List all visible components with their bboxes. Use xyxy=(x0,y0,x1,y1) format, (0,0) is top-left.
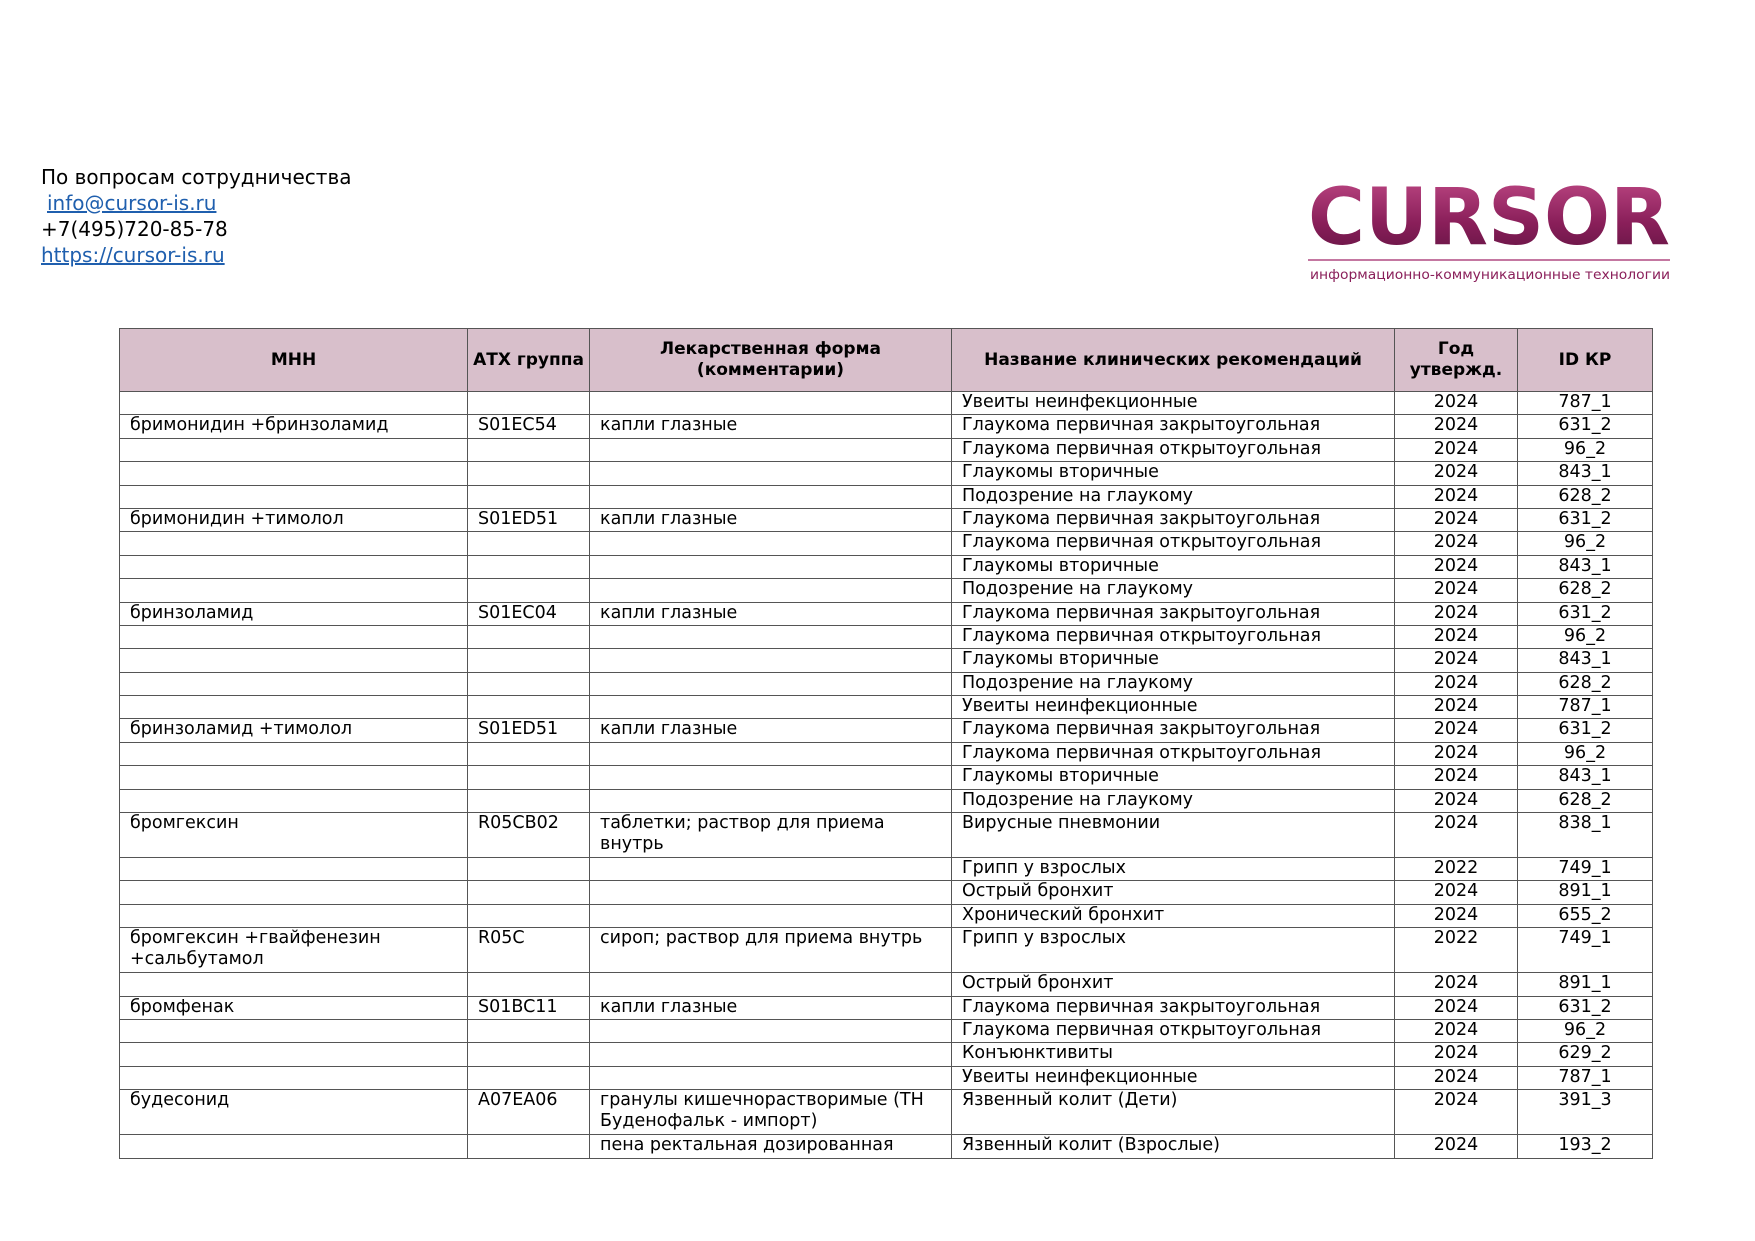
cell-atc xyxy=(468,904,590,927)
table-row xyxy=(120,928,1653,973)
cell-form xyxy=(590,555,952,578)
cell-form xyxy=(590,1019,952,1042)
cell-form: капли глазные xyxy=(590,415,952,438)
cell-year: 2024 xyxy=(1395,696,1518,719)
cell-atc xyxy=(468,672,590,695)
cell-year: 2024 xyxy=(1395,555,1518,578)
cell-atc xyxy=(468,438,590,461)
cell-year: 2024 xyxy=(1395,462,1518,485)
table-row xyxy=(120,625,1653,648)
table-header-row xyxy=(120,329,1653,392)
table-row xyxy=(120,1019,1653,1042)
table-row xyxy=(120,555,1653,578)
table-row xyxy=(120,508,1653,531)
cell-id: 787_1 xyxy=(1518,696,1653,719)
cell-mnn xyxy=(120,672,468,695)
cell-mnn: бримонидин +бринзоламид xyxy=(120,415,468,438)
cell-guideline: Глаукома первичная открытоугольная xyxy=(952,1019,1395,1042)
cell-id: 631_2 xyxy=(1518,996,1653,1019)
cell-guideline: Глаукома первичная открытоугольная xyxy=(952,742,1395,765)
cell-id: 96_2 xyxy=(1518,1019,1653,1042)
cell-id: 843_1 xyxy=(1518,766,1653,789)
cell-form: сироп; раствор для приема внутрь xyxy=(590,928,952,973)
header-guideline: Название клинических рекомендаций xyxy=(952,329,1395,392)
cell-form: капли глазные xyxy=(590,508,952,531)
cell-guideline: Подозрение на глаукому xyxy=(952,579,1395,602)
cell-mnn xyxy=(120,696,468,719)
cell-atc xyxy=(468,649,590,672)
cell-year: 2024 xyxy=(1395,649,1518,672)
cell-atc: S01ED51 xyxy=(468,508,590,531)
cell-id: 631_2 xyxy=(1518,415,1653,438)
cell-mnn xyxy=(120,742,468,765)
contact-block xyxy=(41,164,352,268)
cell-id: 843_1 xyxy=(1518,462,1653,485)
cell-id: 749_1 xyxy=(1518,928,1653,973)
cell-form xyxy=(590,881,952,904)
table-row xyxy=(120,672,1653,695)
table-row xyxy=(120,881,1653,904)
cell-form xyxy=(590,649,952,672)
cell-form: гранулы кишечнорастворимые (ТН Буденофальк - импорт) xyxy=(590,1090,952,1135)
table-row xyxy=(120,438,1653,461)
cell-year: 2024 xyxy=(1395,1090,1518,1135)
cell-mnn xyxy=(120,532,468,555)
cell-atc xyxy=(468,555,590,578)
cell-id: 749_1 xyxy=(1518,858,1653,881)
cell-atc xyxy=(468,789,590,812)
cell-guideline: Глаукома первичная открытоугольная xyxy=(952,532,1395,555)
cell-guideline: Грипп у взрослых xyxy=(952,928,1395,973)
table-row xyxy=(120,602,1653,625)
cell-guideline: Острый бронхит xyxy=(952,973,1395,996)
cell-mnn: бринзоламид xyxy=(120,602,468,625)
cell-id: 891_1 xyxy=(1518,881,1653,904)
cell-id: 655_2 xyxy=(1518,904,1653,927)
cell-guideline: Грипп у взрослых xyxy=(952,858,1395,881)
cell-year: 2024 xyxy=(1395,579,1518,602)
cell-year: 2024 xyxy=(1395,904,1518,927)
cell-mnn xyxy=(120,579,468,602)
cell-year: 2024 xyxy=(1395,602,1518,625)
cell-form xyxy=(590,625,952,648)
cell-year: 2024 xyxy=(1395,719,1518,742)
cell-form xyxy=(590,696,952,719)
logo-tagline: информационно-коммуникационные технологии xyxy=(1310,267,1670,283)
cell-atc: R05C xyxy=(468,928,590,973)
header-mnn: МНН xyxy=(120,329,468,392)
cell-year: 2024 xyxy=(1395,766,1518,789)
cell-year: 2024 xyxy=(1395,1019,1518,1042)
cell-id: 391_3 xyxy=(1518,1090,1653,1135)
cell-year: 2024 xyxy=(1395,1066,1518,1089)
cell-mnn xyxy=(120,973,468,996)
cell-guideline: Острый бронхит xyxy=(952,881,1395,904)
cell-guideline: Подозрение на глаукому xyxy=(952,789,1395,812)
cell-atc xyxy=(468,1019,590,1042)
table-row xyxy=(120,462,1653,485)
cell-form xyxy=(590,766,952,789)
cell-atc: S01EC04 xyxy=(468,602,590,625)
cell-atc xyxy=(468,1135,590,1158)
cell-form xyxy=(590,532,952,555)
cell-guideline: Увеиты неинфекционные xyxy=(952,696,1395,719)
cell-year: 2022 xyxy=(1395,928,1518,973)
cell-guideline: Подозрение на глаукому xyxy=(952,672,1395,695)
table-row xyxy=(120,858,1653,881)
cell-form: капли глазные xyxy=(590,602,952,625)
cell-atc xyxy=(468,881,590,904)
table-row xyxy=(120,789,1653,812)
cell-form xyxy=(590,392,952,415)
cell-mnn: бримонидин +тимолол xyxy=(120,508,468,531)
header-year: Год утвержд. xyxy=(1395,329,1518,392)
cell-mnn xyxy=(120,904,468,927)
cell-atc xyxy=(468,579,590,602)
table-row xyxy=(120,766,1653,789)
cell-form xyxy=(590,438,952,461)
cell-mnn xyxy=(120,881,468,904)
cell-guideline: Глаукома первичная закрытоугольная xyxy=(952,719,1395,742)
cell-guideline: Вирусные пневмонии xyxy=(952,813,1395,858)
cell-guideline: Хронический бронхит xyxy=(952,904,1395,927)
cell-guideline: Глаукомы вторичные xyxy=(952,462,1395,485)
cell-form xyxy=(590,672,952,695)
cell-id: 96_2 xyxy=(1518,438,1653,461)
cell-form xyxy=(590,462,952,485)
cell-form: капли глазные xyxy=(590,996,952,1019)
cell-guideline: Увеиты неинфекционные xyxy=(952,1066,1395,1089)
cell-mnn xyxy=(120,485,468,508)
cell-id: 96_2 xyxy=(1518,625,1653,648)
cell-form: пена ректальная дозированная xyxy=(590,1135,952,1158)
cell-mnn xyxy=(120,625,468,648)
cell-mnn: бромгексин +гвайфенезин +сальбутамол xyxy=(120,928,468,973)
cell-year: 2024 xyxy=(1395,742,1518,765)
cell-id: 631_2 xyxy=(1518,602,1653,625)
cell-atc xyxy=(468,1043,590,1066)
cell-atc xyxy=(468,392,590,415)
cell-id: 628_2 xyxy=(1518,485,1653,508)
header-atc: АТХ группа xyxy=(468,329,590,392)
cell-year: 2024 xyxy=(1395,789,1518,812)
cell-mnn: бринзоламид +тимолол xyxy=(120,719,468,742)
table-row xyxy=(120,485,1653,508)
cell-id: 891_1 xyxy=(1518,973,1653,996)
cell-atc xyxy=(468,485,590,508)
cell-id: 193_2 xyxy=(1518,1135,1653,1158)
cell-mnn xyxy=(120,649,468,672)
cell-guideline: Глаукома первичная закрытоугольная xyxy=(952,415,1395,438)
cell-id: 631_2 xyxy=(1518,719,1653,742)
cell-year: 2024 xyxy=(1395,438,1518,461)
cell-form xyxy=(590,1066,952,1089)
cell-mnn xyxy=(120,766,468,789)
cell-year: 2024 xyxy=(1395,508,1518,531)
cell-atc: S01BC11 xyxy=(468,996,590,1019)
table-row xyxy=(120,813,1653,858)
cell-atc xyxy=(468,973,590,996)
cell-atc: A07EA06 xyxy=(468,1090,590,1135)
cell-year: 2024 xyxy=(1395,973,1518,996)
cell-id: 838_1 xyxy=(1518,813,1653,858)
cell-atc xyxy=(468,696,590,719)
table-row xyxy=(120,996,1653,1019)
cell-guideline: Увеиты неинфекционные xyxy=(952,392,1395,415)
cell-guideline: Глаукомы вторичные xyxy=(952,555,1395,578)
cell-form xyxy=(590,858,952,881)
cell-year: 2024 xyxy=(1395,415,1518,438)
cell-atc xyxy=(468,462,590,485)
cell-id: 628_2 xyxy=(1518,579,1653,602)
cell-mnn xyxy=(120,789,468,812)
table-row xyxy=(120,1090,1653,1135)
cell-guideline: Подозрение на глаукому xyxy=(952,485,1395,508)
cell-mnn xyxy=(120,462,468,485)
cell-mnn xyxy=(120,1066,468,1089)
cell-year: 2022 xyxy=(1395,858,1518,881)
cell-atc xyxy=(468,532,590,555)
cell-year: 2024 xyxy=(1395,813,1518,858)
cell-atc: S01EC54 xyxy=(468,415,590,438)
cell-form xyxy=(590,742,952,765)
cell-id: 843_1 xyxy=(1518,649,1653,672)
cell-atc xyxy=(468,625,590,648)
cell-id: 629_2 xyxy=(1518,1043,1653,1066)
cell-id: 628_2 xyxy=(1518,789,1653,812)
cell-guideline: Глаукома первичная открытоугольная xyxy=(952,438,1395,461)
cell-guideline: Глаукома первичная закрытоугольная xyxy=(952,996,1395,1019)
cell-guideline: Язвенный колит (Дети) xyxy=(952,1090,1395,1135)
email-link[interactable]: info@cursor-is.ru xyxy=(47,191,217,215)
cell-year: 2024 xyxy=(1395,392,1518,415)
cell-atc: S01ED51 xyxy=(468,719,590,742)
cell-year: 2024 xyxy=(1395,1135,1518,1158)
cell-atc xyxy=(468,1066,590,1089)
cell-id: 96_2 xyxy=(1518,532,1653,555)
cell-mnn xyxy=(120,438,468,461)
cell-year: 2024 xyxy=(1395,625,1518,648)
cell-form: таблетки; раствор для приема внутрь xyxy=(590,813,952,858)
contact-heading: По вопросам сотрудничества xyxy=(41,165,352,189)
cell-form xyxy=(590,789,952,812)
phone-number: +7(495)720-85-78 xyxy=(41,217,228,241)
website-link[interactable]: https://cursor-is.ru xyxy=(41,243,225,267)
cell-mnn xyxy=(120,858,468,881)
header-id: ID КР xyxy=(1518,329,1653,392)
cell-guideline: Глаукомы вторичные xyxy=(952,649,1395,672)
cell-guideline: Глаукома первичная закрытоугольная xyxy=(952,508,1395,531)
cell-year: 2024 xyxy=(1395,881,1518,904)
cell-year: 2024 xyxy=(1395,672,1518,695)
table-row xyxy=(120,696,1653,719)
cell-form xyxy=(590,904,952,927)
table-row xyxy=(120,415,1653,438)
cell-mnn xyxy=(120,1135,468,1158)
header-form: Лекарственная форма (комментарии) xyxy=(590,329,952,392)
cell-guideline: Глаукома первичная закрытоугольная xyxy=(952,602,1395,625)
cell-atc xyxy=(468,766,590,789)
logo-wordmark: CURSOR xyxy=(1308,178,1670,263)
cell-id: 631_2 xyxy=(1518,508,1653,531)
table-row xyxy=(120,532,1653,555)
cell-mnn xyxy=(120,1019,468,1042)
cell-mnn: бромфенак xyxy=(120,996,468,1019)
cell-mnn: будесонид xyxy=(120,1090,468,1135)
table-row xyxy=(120,1135,1653,1158)
cell-form xyxy=(590,973,952,996)
table-row xyxy=(120,719,1653,742)
cell-id: 787_1 xyxy=(1518,1066,1653,1089)
cell-id: 787_1 xyxy=(1518,392,1653,415)
cell-guideline: Глаукомы вторичные xyxy=(952,766,1395,789)
cell-mnn: бромгексин xyxy=(120,813,468,858)
cell-mnn xyxy=(120,555,468,578)
table-row xyxy=(120,742,1653,765)
cell-atc xyxy=(468,742,590,765)
cell-guideline: Язвенный колит (Взрослые) xyxy=(952,1135,1395,1158)
cell-year: 2024 xyxy=(1395,532,1518,555)
table-row xyxy=(120,579,1653,602)
cell-guideline: Глаукома первичная открытоугольная xyxy=(952,625,1395,648)
cell-form xyxy=(590,1043,952,1066)
cell-guideline: Конъюнктивиты xyxy=(952,1043,1395,1066)
cell-mnn xyxy=(120,392,468,415)
cell-id: 96_2 xyxy=(1518,742,1653,765)
cursor-logo xyxy=(1308,178,1678,288)
medication-table xyxy=(119,328,1653,1159)
cell-form xyxy=(590,579,952,602)
table-row xyxy=(120,649,1653,672)
cell-form: капли глазные xyxy=(590,719,952,742)
cell-year: 2024 xyxy=(1395,996,1518,1019)
cell-year: 2024 xyxy=(1395,485,1518,508)
cell-year: 2024 xyxy=(1395,1043,1518,1066)
cell-atc: R05CB02 xyxy=(468,813,590,858)
table-row xyxy=(120,1066,1653,1089)
table-row xyxy=(120,1043,1653,1066)
table-row xyxy=(120,904,1653,927)
cell-id: 628_2 xyxy=(1518,672,1653,695)
table-row xyxy=(120,392,1653,415)
cell-atc xyxy=(468,858,590,881)
table-row xyxy=(120,973,1653,996)
cell-id: 843_1 xyxy=(1518,555,1653,578)
cell-mnn xyxy=(120,1043,468,1066)
cell-form xyxy=(590,485,952,508)
